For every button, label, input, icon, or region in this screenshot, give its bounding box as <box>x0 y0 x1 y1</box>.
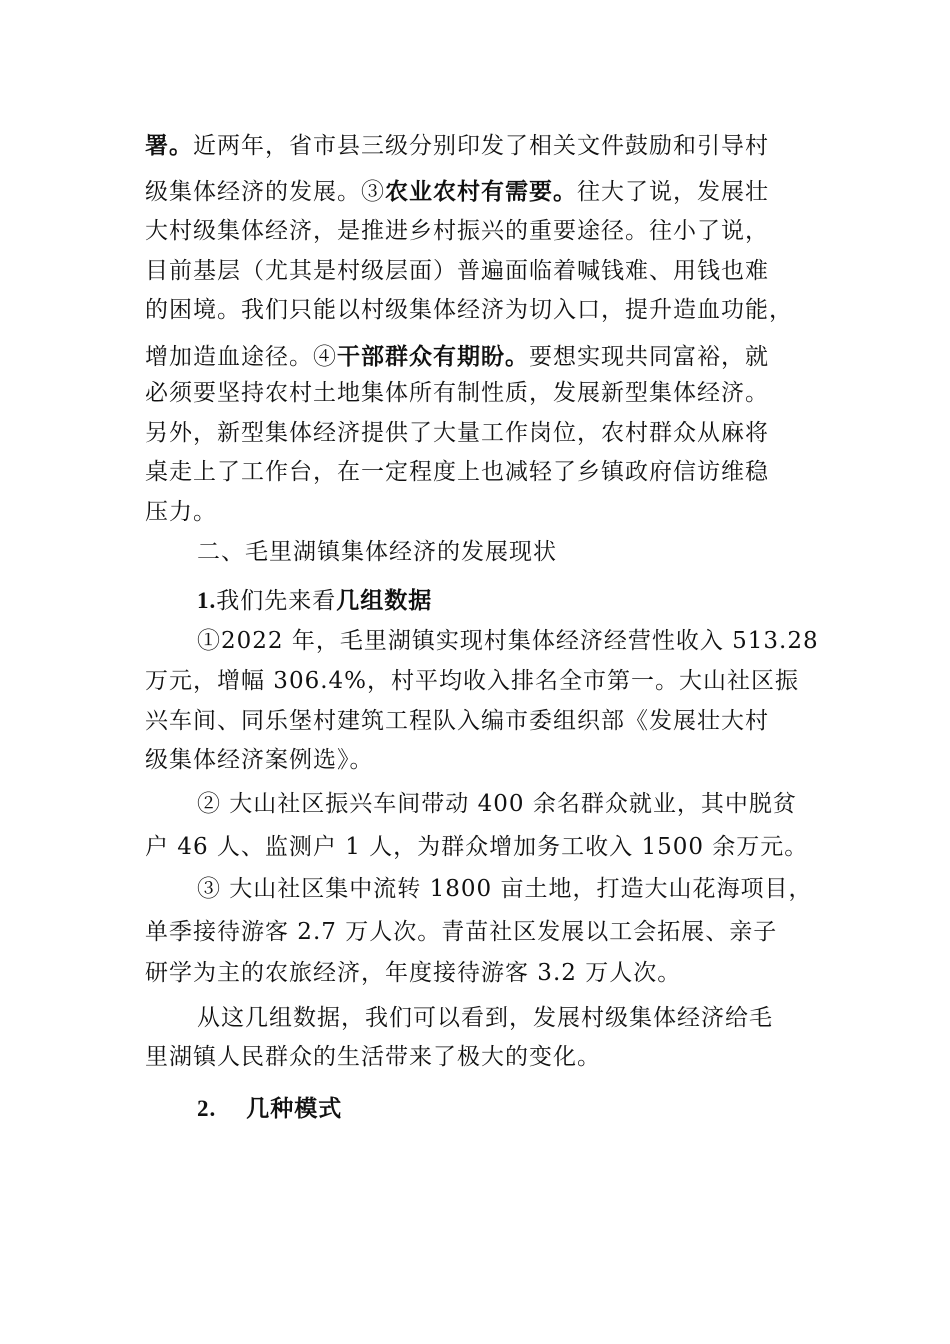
paragraph-line: 目前基层（尤其是村级层面）普遍面临着喊钱难、用钱也难 <box>145 258 769 284</box>
paragraph-line <box>145 176 769 208</box>
section-heading: 二、毛里湖镇集体经济的发展现状 <box>197 539 557 565</box>
paragraph-line <box>145 341 769 373</box>
subsection-number: 1. <box>197 588 217 613</box>
body-text: 近两年，省市县三级分别印发了相关文件鼓励和引导村 <box>193 133 769 159</box>
bold-text: 署。 <box>145 133 193 159</box>
paragraph-line: 兴车间、同乐堡村建筑工程队入编市委组织部《发展壮大村 <box>145 708 769 734</box>
paragraph-line: 另外，新型集体经济提供了大量工作岗位，农村群众从麻将 <box>145 420 769 446</box>
subsection-bold-text: 几组数据 <box>336 588 433 614</box>
subsection-bold-text: 几种模式 <box>246 1096 343 1122</box>
bold-text: 农业农村有需要。 <box>385 179 577 205</box>
paragraph-line: 级集体经济案例选》。 <box>145 747 374 773</box>
subsection-heading <box>197 1093 342 1125</box>
paragraph-line: ①2022 年，毛里湖镇实现村集体经济经营性收入 513.28 <box>197 628 819 654</box>
paragraph-line: 户 46 人、监测户 1 人，为群众增加务工收入 1500 余万元。 <box>145 834 809 860</box>
paragraph-line: 压力。 <box>145 499 217 525</box>
subsection-text: 我们先来看 <box>216 588 337 614</box>
paragraph-line: 的困境。我们只能以村级集体经济为切入口，提升造血功能， <box>145 297 793 323</box>
paragraph-line: 里湖镇人民群众的生活带来了极大的变化。 <box>145 1044 601 1070</box>
paragraph-line: 研学为主的农旅经济，年度接待游客 3.2 万人次。 <box>145 960 682 986</box>
paragraph-line: 必须要坚持农村土地集体所有制性质，发展新型集体经济。 <box>145 380 769 406</box>
paragraph-line: ③ 大山社区集中流转 1800 亩土地，打造大山花海项目， <box>197 876 813 902</box>
subsection-heading <box>197 585 432 617</box>
paragraph-line: 大村级集体经济，是推进乡村振兴的重要途径。往小了说， <box>145 218 769 244</box>
body-text: 增加造血途径。④ <box>145 344 337 370</box>
paragraph-line: ② 大山社区振兴车间带动 400 余名群众就业，其中脱贫 <box>197 791 797 817</box>
paragraph-line: 从这几组数据，我们可以看到，发展村级集体经济给毛 <box>197 1005 773 1031</box>
body-text: 级集体经济的发展。③ <box>145 179 385 205</box>
paragraph-line: 单季接待游客 2.7 万人次。青苗社区发展以工会拓展、亲子 <box>145 919 778 945</box>
bold-text: 干部群众有期盼。 <box>337 344 529 370</box>
paragraph-line: 桌走上了工作台，在一定程度上也减轻了乡镇政府信访维稳 <box>145 459 769 485</box>
body-text: 要想实现共同富裕，就 <box>529 344 769 370</box>
body-text: 往大了说，发展壮 <box>577 179 769 205</box>
paragraph-line <box>145 130 769 162</box>
paragraph-line: 万元，增幅 306.4%，村平均收入排名全市第一。大山社区振 <box>145 668 800 694</box>
subsection-number: 2. <box>197 1096 217 1121</box>
